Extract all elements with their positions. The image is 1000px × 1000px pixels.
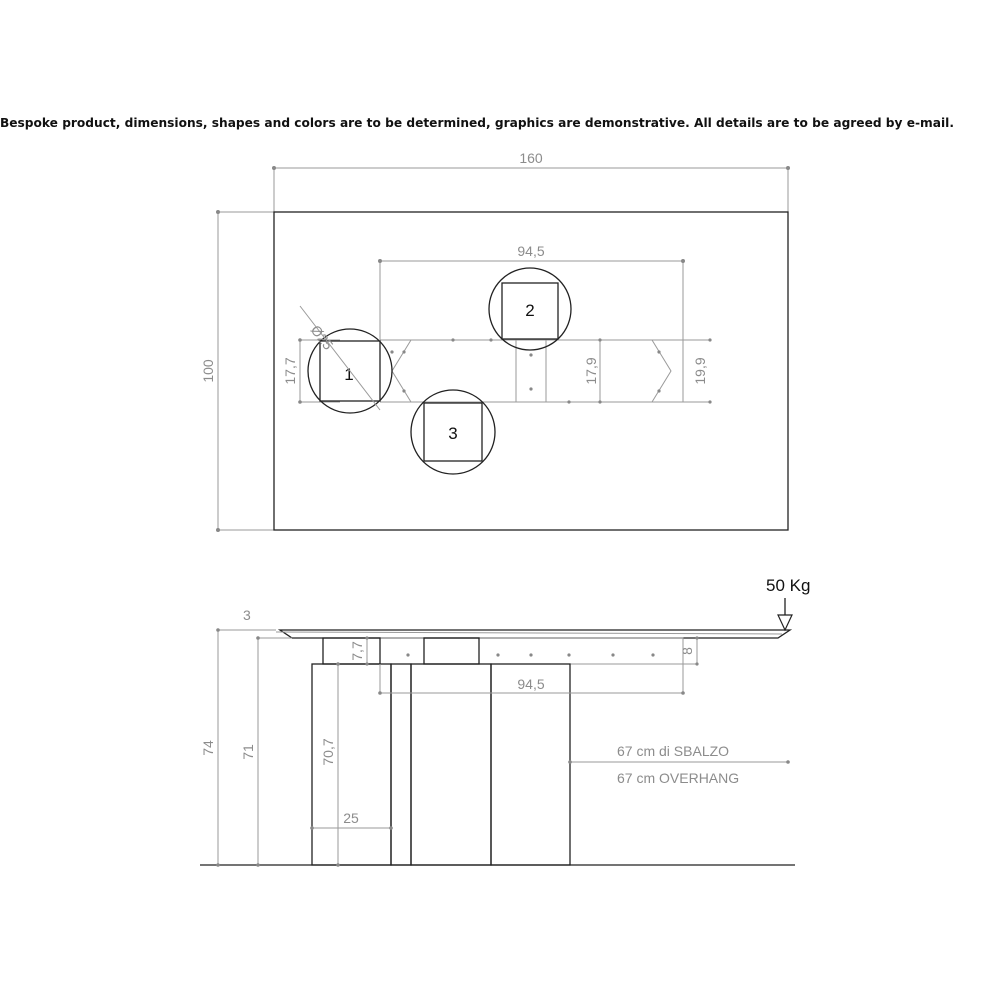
overhang-english: 67 cm OVERHANG	[617, 770, 740, 786]
dim-left: 17,7	[282, 357, 298, 385]
column-middle	[411, 664, 491, 865]
base-2-label: 2	[525, 301, 535, 320]
base-height-dimension: 71	[240, 744, 256, 760]
dim-mid: 17,9	[583, 357, 599, 385]
column-gap	[391, 664, 411, 865]
width-dimension: 160	[519, 150, 543, 166]
base-1-label: 1	[344, 365, 354, 384]
base-3	[411, 390, 495, 474]
side-base-span-dimension: 94,5	[517, 676, 545, 692]
column-width-dimension: 25	[343, 810, 359, 826]
column-right	[491, 664, 570, 865]
diameter-dimension: Ø25	[307, 321, 337, 353]
beam-height-dimension: 8	[679, 647, 695, 655]
load-label: 50 Kg	[766, 576, 811, 595]
load-arrow-icon	[778, 615, 792, 630]
side-view	[200, 576, 810, 867]
top-thickness-dimension: 3	[243, 607, 251, 623]
total-height-dimension: 74	[200, 740, 216, 756]
base-cap-middle	[424, 638, 479, 664]
dim-right: 19,9	[692, 357, 708, 385]
overhang-italian: 67 cm di SBALZO	[617, 743, 730, 759]
base-2	[489, 268, 571, 350]
base-span-dimension: 94,5	[517, 243, 545, 259]
disclaimer-text: Bespoke product, dimensions, shapes and colors are to be determined, graphics are demonstrative. All details are to be agreed by e-mail.	[0, 116, 954, 130]
depth-dimension: 100	[200, 359, 216, 383]
top-view	[200, 150, 790, 532]
base-3-label: 3	[448, 424, 458, 443]
cap-height-dimension: 7,7	[349, 641, 365, 661]
column-height-dimension: 70,7	[320, 738, 336, 766]
